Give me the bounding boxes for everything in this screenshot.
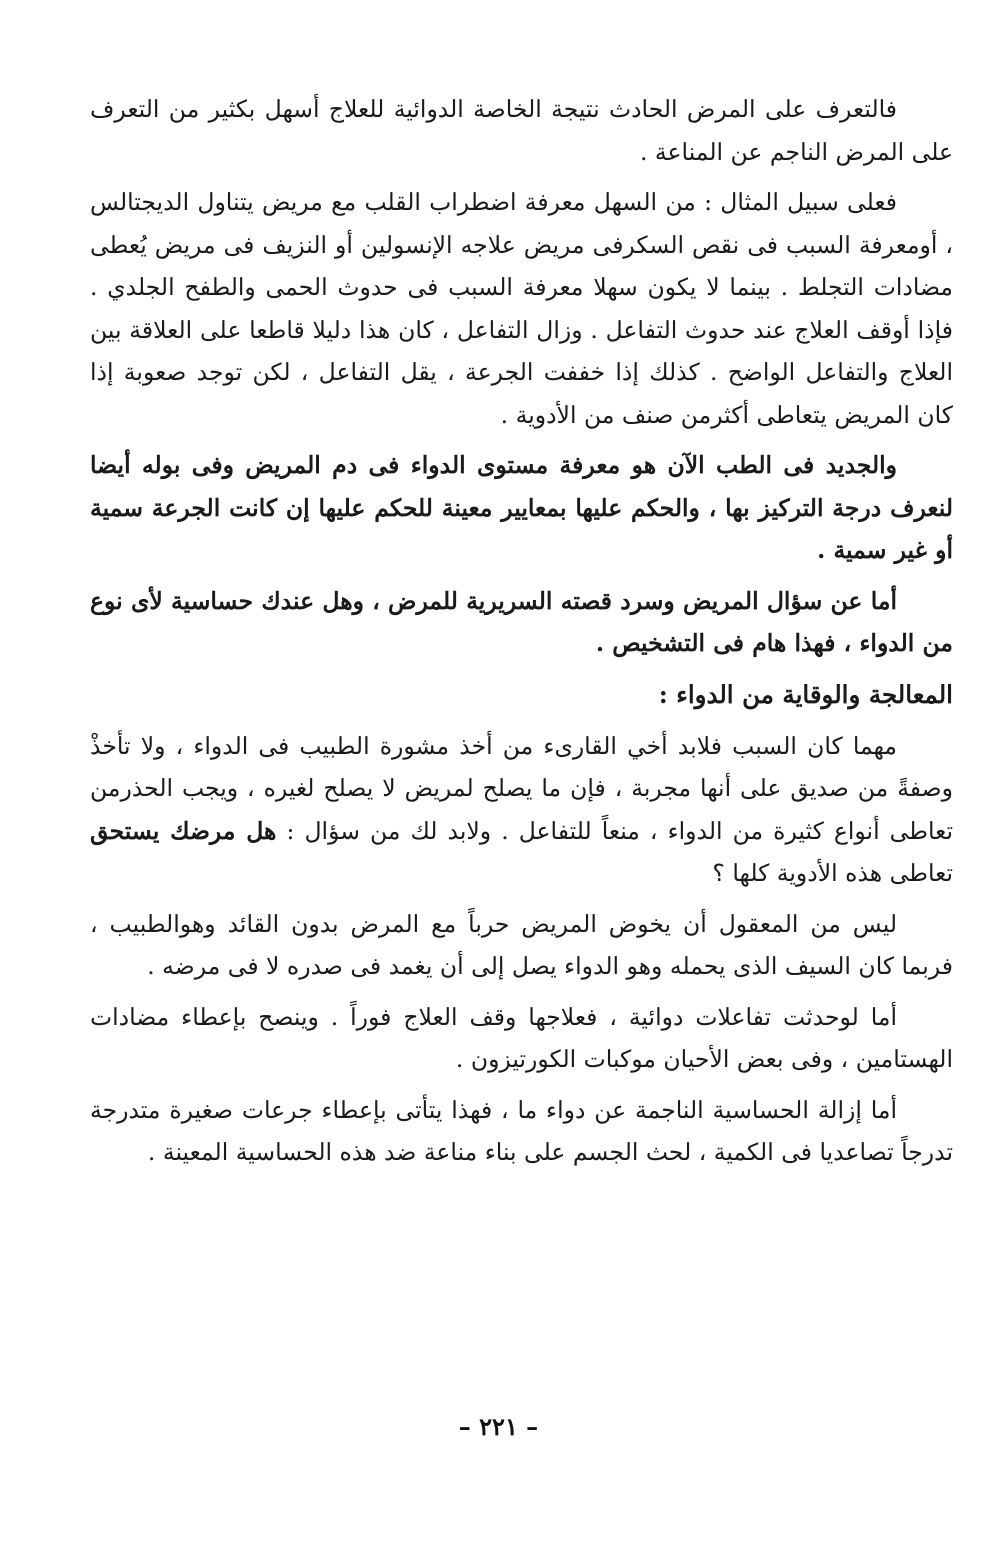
paragraph-5-bold-question: هل مرضك يستحق — [90, 816, 277, 845]
section-heading: المعالجة والوقاية من الدواء : — [658, 679, 953, 709]
paragraph-7: أما لوحدثت تفاعلات دوائية ، فعلاجها وقف العلاج فوراً . وينصح بإعطاء مضادات الهستامين ، وفى بعض الأحيان موكبات الكورتيزون . — [90, 1002, 953, 1073]
paragraph-5-end: تعاطى هذه الأدوية كلها ؟ — [712, 859, 953, 887]
paragraph-6: ليس من المعقول أن يخوض المريض حرباً مع المرض بدون القائد وهوالطبيب ، فربما كان السيف الذى يحمله وهو الدواء يصل إلى أن يغمد فى صدره لا فى مرضه . — [90, 909, 953, 980]
paragraph-4: أما عن سؤال المريض وسرد قصته السريرية للمرض ، وهل عندك حساسية لأى نوع من الدواء ، فهذا هام فى التشخيص . — [90, 586, 953, 657]
paragraph-2: فعلى سبيل المثال : من السهل معرفة اضطراب القلب مع مريض يتناول الديجتالس ، أومعرفة السبب فى نقص السكرفى مريض علاجه الإنسولين أو النزيف فى مريض يُعطى مضادات التجلط . بينما لا يكون سهلا معرفة السبب فى حدوث الحمى والطفح الجلدي . فإذا أوقف العلاج عند حدوث التفاعل . وزال التفاعل ، كان هذا دليلا قاطعا على العلاقة بين العلاج والتفاعل الواضح . كذلك إذا خففت الجرعة ، يقل التفاعل ، لكن توجد صعوبة إذا كان المريض يتعاطى أكثرمن صنف من الأدوية . — [90, 188, 954, 429]
page-number: – ٢٢١ – — [458, 1412, 539, 1441]
paragraph-1: فالتعرف على المرض الحادث نتيجة الخاصة الدوائية للعلاج أسهل بكثير من التعرف على المرض الناجم عن المناعة . — [90, 95, 953, 166]
paragraph-8: أما إزالة الحساسية الناجمة عن دواء ما ، فهذا يتأتى بإعطاء جرعات صغيرة متدرجة تدرجاً تصاعديا فى الكمية ، لحث الجسم على بناء مناعة ضد هذه الحساسية المعينة . — [90, 1095, 953, 1166]
paragraph-3: والجديد فى الطب الآن هو معرفة مستوى الدواء فى دم المريض وفى بوله أيضا لنعرف درجة التركيز بها ، والحكم عليها بمعايير معينة للحكم عليها إن كانت الجرعة سمية أو غير سمية . — [90, 451, 953, 564]
paragraph-5-text: مهما كان السبب فلابد أخي القارىء من أخذ مشورة الطبيب فى الدواء ، ولا تأخذْ وصفةً من صديق على أنها مجربة ، فإن ما يصلح لمريض لا يصلح لغيره ، ويجب الحذرمن تعاطى أنواع كثيرة من الدواء ، منعاً للتفاعل . ولابد لك من سؤال : — [90, 731, 953, 845]
page-body — [90, 88, 953, 1182]
paragraph-5 — [90, 725, 953, 895]
